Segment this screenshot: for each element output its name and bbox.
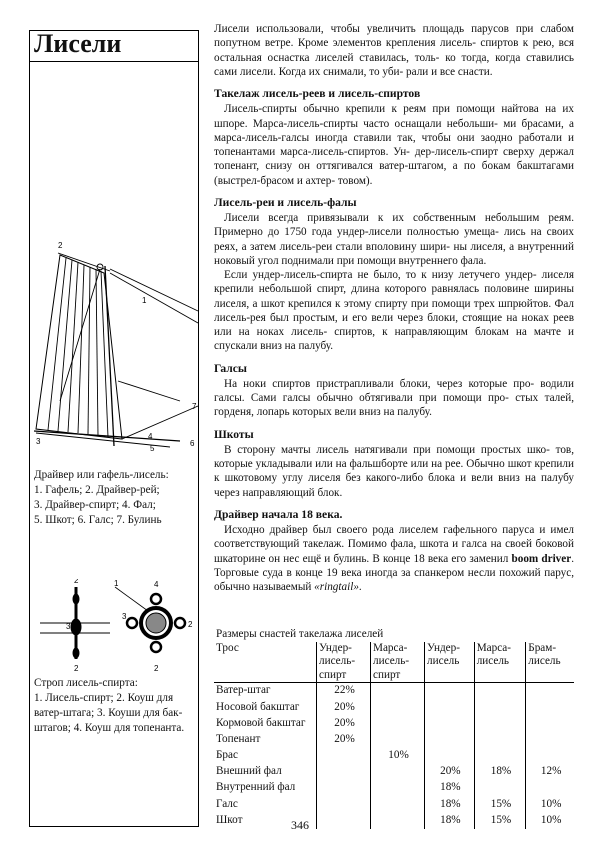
table-cell [317, 780, 371, 796]
table-cell: 22% [317, 683, 371, 700]
table-cell: 15% [474, 796, 526, 812]
title-divider [30, 61, 198, 62]
row-label: Шкот [216, 813, 243, 826]
table-cell [371, 683, 425, 700]
table-cell [526, 748, 574, 764]
table-cell [474, 732, 526, 748]
table-cell [317, 748, 371, 764]
col-header: Марса- лисель- спирт [371, 642, 425, 683]
fig1-label-2: 2 [58, 241, 63, 250]
fig1-caption: Драйвер или гафель-лисель: 1. Гафель; 2. Драйвер-рей; 3. Драйвер-спирт; 4. Фал; 5. Шкот; 6. Галс; 7. Булинь [34, 469, 169, 526]
table-cell [371, 764, 425, 780]
table-cell: 18% [425, 813, 475, 829]
fig1-label-5: 5 [150, 444, 155, 453]
fig2-caption: Строп лисель-спирта: 1. Лисель-спирт; 2. Коуш для ватер-штага; 3. Коуши для бак- штагов; 4. Коуш для топенанта. [34, 677, 185, 734]
table-row [214, 764, 574, 780]
row-label: Брас [216, 749, 238, 762]
table-cell: 18% [425, 780, 475, 796]
fig2-label-3a: 3 [66, 622, 71, 631]
table-cell [425, 683, 475, 700]
table-cell [526, 699, 574, 715]
section-heading: Галсы [214, 361, 247, 375]
boom-driver-term: boom driver [511, 552, 572, 565]
table-cell: 18% [474, 764, 526, 780]
table-header-row [214, 642, 574, 683]
section-heading: Драйвер начала 18 века. [214, 507, 343, 521]
fig1-label-3: 3 [36, 437, 41, 446]
strop-figure [30, 579, 200, 679]
paragraph: Лисели всегда привязывали к их собственным небольшим реям. Примерно до 1750 года ундер-лисели полностью умеща- лись на своих реях, а затем лисель-реи стали вполовину шири- ны лиселя, а внутренний ноковый угол поднимали при помощи внутреннего фала. [214, 212, 575, 267]
section-heading: Такелаж лисель-реев и лисель-спиртов [214, 87, 421, 100]
table-cell: 15% [474, 813, 526, 829]
table-row [214, 748, 574, 764]
table-cell: 20% [317, 732, 371, 748]
fig2-label-3b: 3 [122, 612, 127, 621]
fig1-label-4: 4 [148, 432, 153, 441]
fig2-label-4: 4 [154, 580, 159, 589]
table-row [214, 699, 574, 715]
table-cell: 18% [425, 796, 475, 812]
table-cell: 10% [371, 748, 425, 764]
intro-paragraph: Лисели использовали, чтобы увеличить площадь парусов при слабом попутном ветре. Кроме элементов крепления лисель- спиртов к рею, вся остальная оснастка лиселей ставилась, толь- ко тогда, когда ставились сами лисели. Когда их снимали, то уби- рали и все снасти. [214, 23, 575, 78]
table-cell [474, 715, 526, 731]
table-cell [425, 748, 475, 764]
table-cell [317, 764, 371, 780]
row-label: Кормовой бакштаг [216, 716, 306, 729]
driver-sail-figure [30, 241, 200, 471]
sidebar [29, 30, 199, 827]
col-header: Марса- лисель [474, 642, 526, 683]
table-row [214, 683, 574, 700]
fig2-label-2c: 2 [154, 664, 159, 673]
fig2-label-2a: 2 [74, 579, 79, 585]
section-heading: Лисель-реи и лисель-фалы [214, 195, 357, 209]
table-caption: Размеры снастей такелажа лиселей [216, 628, 384, 640]
table-cell: 20% [317, 699, 371, 715]
table-cell [526, 780, 574, 796]
table-cell [474, 748, 526, 764]
page-number: 346 [291, 818, 309, 832]
table-cell: 10% [526, 796, 574, 812]
table-cell: 10% [526, 813, 574, 829]
table-cell [526, 683, 574, 700]
table-cell [371, 796, 425, 812]
page-title: Лисели [34, 29, 122, 58]
table-cell [425, 732, 475, 748]
table-cell [425, 715, 475, 731]
ringtail-term: «ringtail» [314, 581, 359, 593]
row-label: Носовой бакштаг [216, 700, 300, 713]
table-row [214, 715, 574, 731]
paragraph: Лисель-спирты обычно крепили к реям при помощи найтова на их шпоре. Марса-лисель-спирты часто оснащали небольши- ми брасами, а марса-лисель-галсы иногда ставили так, чтобы они заодно работали и топенантами марса-лисель-спиртов. Ун- дер-лисель-спирт сверху держал топенант, снизу он оттягивался ватер-штагом, а по бокам бакштагами (выстрел-брасом и ахтер- товом). [214, 103, 575, 187]
main-text [214, 22, 574, 594]
col-header: Ундер- лисель [425, 642, 475, 683]
table-cell [371, 715, 425, 731]
row-label: Внешний фал [216, 765, 282, 778]
table-row [214, 780, 574, 796]
rigging-size-table [214, 628, 574, 829]
table-cell: 12% [526, 764, 574, 780]
row-label: Внутренний фал [216, 781, 296, 794]
paragraph: Исходно драйвер был своего рода лиселем гафельного паруса и имел соответствующий такелаж. Помимо фала, шкота и галса на своей боковой шкаторине он нес ещё и булинь. В конце 18 века его заменил boom driver. Торговые суда в конце 19 века иногда за спанкером несли похожий парус, обычно называемый «ringtail». [214, 524, 575, 593]
table-cell [371, 732, 425, 748]
col-header: Брам- лисель [526, 642, 574, 683]
paragraph: В сторону мачты лисель натягивали при помощи простых шко- тов, которые укладывали или на фальшборте или на рее. Обычно шкот крепили к шкотовому углу лиселя без какого-либо блока и вели вниз на палубу через направляющий блок. [214, 443, 575, 499]
table-cell [371, 699, 425, 715]
table-cell [526, 715, 574, 731]
paragraph: На ноки спиртов пристрапливали блоки, через которые про- водили галсы. Сами галсы обычно обтягивали при помощи про- стых талей, горденя, лопарь которых вели вниз на палубу. [214, 377, 575, 419]
table-cell [474, 780, 526, 796]
fig2-label-2d: 2 [188, 620, 193, 629]
fig2-label-1: 1 [114, 579, 119, 588]
fig1-label-1: 1 [142, 296, 147, 305]
table-row [214, 796, 574, 812]
row-label: Топенант [216, 732, 261, 745]
table-cell: 20% [425, 764, 475, 780]
col-header: Ундер- лисель- спирт [317, 642, 371, 683]
row-label: Галс [216, 797, 238, 810]
fig2-label-2b: 2 [74, 664, 79, 673]
table-row [214, 732, 574, 748]
table-cell [474, 699, 526, 715]
table-cell [474, 683, 526, 700]
table-cell: 20% [317, 715, 371, 731]
table-cell [317, 796, 371, 812]
table-cell [526, 732, 574, 748]
fig1-label-6: 6 [190, 439, 195, 448]
section-heading: Шкоты [214, 427, 254, 441]
table-cell [371, 780, 425, 796]
fig1-label-7: 7 [192, 402, 197, 411]
col-header: Трос [216, 641, 239, 654]
paragraph: Если ундер-лисель-спирта не было, то к низу летучего ундер- лиселя крепили небольшой спирт, длина которого равнялась половине ширины лиселя, а шкот крепился к этому спирту при помощи трех шпрюйтов. Фал лисель-рея был простым, и его вели через блоки, стоящие на ноках реев или на ноках лисель- спиртов, к направляющим блокам на мачте и спускали вниз на палубу. [214, 269, 574, 353]
row-label: Ватер-штаг [214, 683, 317, 700]
table-cell [425, 699, 475, 715]
